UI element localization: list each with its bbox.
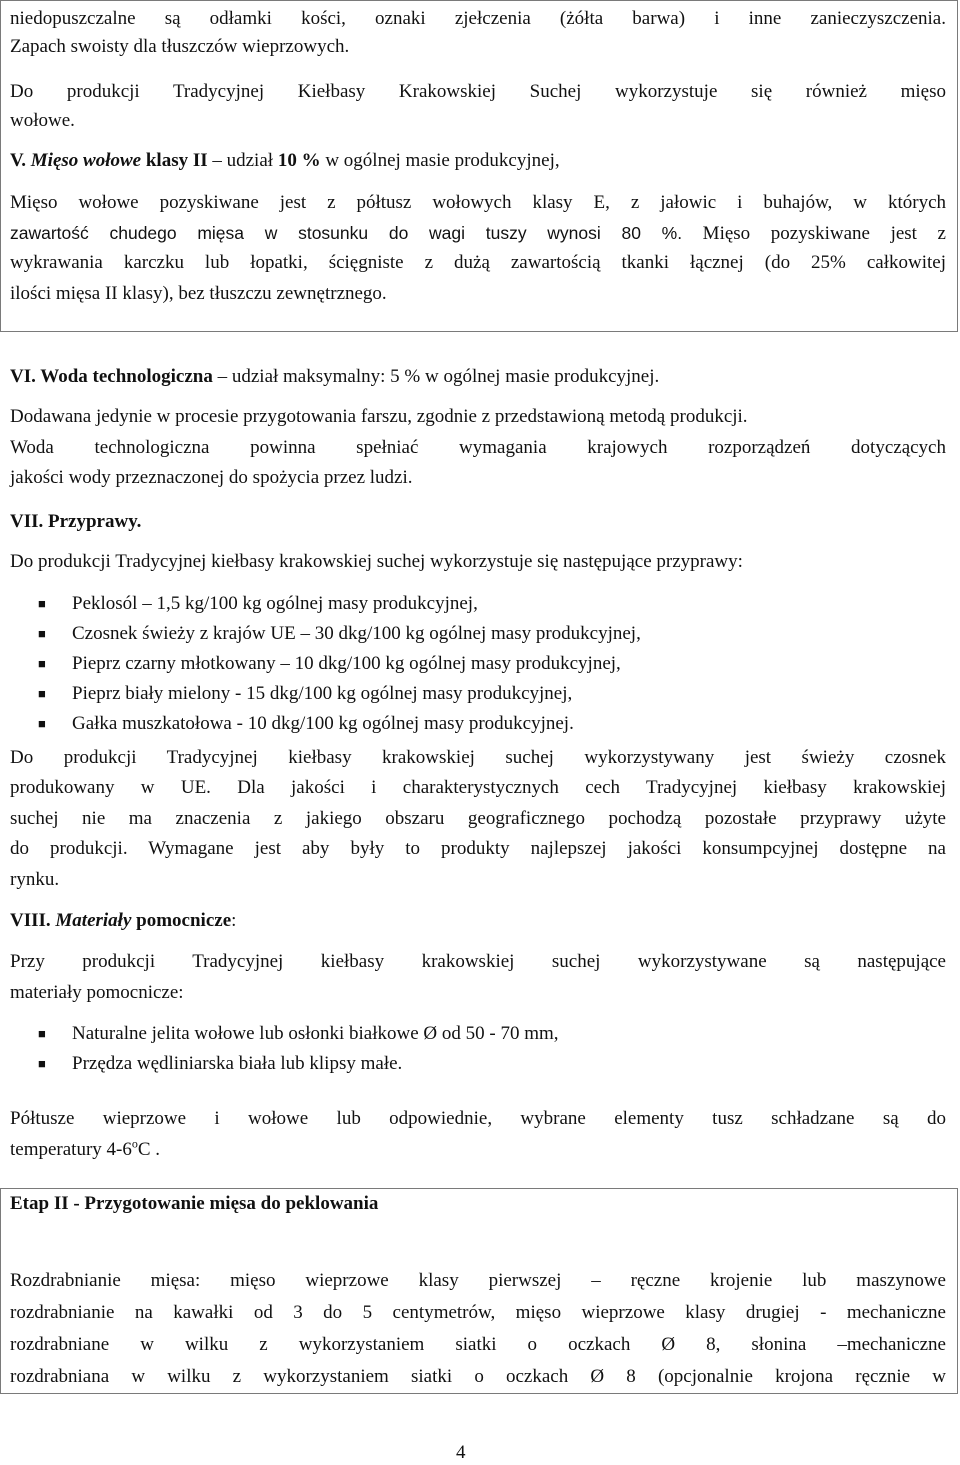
text-line: rozdrabnianie na kawałki od 3 do 5 centymetrów, mięso wieprzowe klasy drugiej - mechaniczne <box>10 1302 946 1323</box>
text-line: Do produkcji Tradycyjnej Kiełbasy Krakowskiej Suchej wykorzystuje się również mięso <box>10 81 946 102</box>
text-line: Przy produkcji Tradycyjnej kiełbasy krakowskiej suchej wykorzystywane są następujące <box>10 951 946 972</box>
page-number: 4 <box>456 1442 466 1463</box>
bullet-icon: ■ <box>38 626 46 641</box>
text-line: Półtusze wieprzowe i wołowe lub odpowiednie, wybrane elementy tusz schładzane są do <box>10 1108 946 1129</box>
text-line: materiały pomocnicze: <box>10 982 184 1003</box>
bullet-icon: ■ <box>38 656 46 671</box>
bullet-icon: ■ <box>38 716 46 731</box>
text-line: Do produkcji Tradycyjnej kiełbasy krakowskiej suchej wykorzystuje się następujące przyprawy: <box>10 551 743 572</box>
text-line: rozdrabniane w wilku z wykorzystaniem siatki o oczkach Ø 8, słonina –mechaniczne <box>10 1334 946 1355</box>
bullet-icon: ■ <box>38 1026 46 1041</box>
list-item: Pieprz biały mielony - 15 dkg/100 kg ogólnej masy produkcyjnej, <box>72 683 573 704</box>
text-line: wykrawania karczku lub łopatki, ścięgniste z dużą zawartością tkanki łącznej (do 25% całkowitej <box>10 252 946 273</box>
text-line: Mięso wołowe pozyskiwane jest z półtusz wołowych klasy E, z jałowic i buhajów, w których <box>10 192 946 213</box>
text-line: rynku. <box>10 869 60 890</box>
bullet-icon: ■ <box>38 1056 46 1071</box>
text-line: suchej nie ma znaczenia z jakiego obszaru geograficznego pochodzą pozostałe przyprawy użyte <box>10 808 946 829</box>
text-line: Dodawana jedynie w procesie przygotowania farszu, zgodnie z przedstawioną metodą produkcji. <box>10 406 748 427</box>
list-item: Naturalne jelita wołowe lub osłonki białkowe Ø od 50 - 70 mm, <box>72 1023 559 1044</box>
section-heading-viii: VIII. Materiały pomocnicze: <box>10 910 237 931</box>
text-line: rozdrabniana w wilku z wykorzystaniem siatki o oczkach Ø 8 (opcjonalnie krojona ręcznie w <box>10 1366 946 1387</box>
text-line: produkowany w UE. Dla jakości i charakterystycznych cech Tradycyjnej kiełbasy krakowskiej <box>10 777 946 798</box>
list-item: Gałka muszkatołowa - 10 dkg/100 kg ogólnej masy produkcyjnej. <box>72 713 574 734</box>
text-line: niedopuszczalne są odłamki kości, oznaki zjełczenia (żółta barwa) i inne zanieczyszczenia. <box>10 8 946 29</box>
bullet-icon: ■ <box>38 596 46 611</box>
section-heading-vi: VI. Woda technologiczna – udział maksymalny: 5 % w ogólnej masie produkcyjnej. <box>10 366 660 387</box>
text-line: wołowe. <box>10 110 75 131</box>
text-line: do produkcji. Wymagane jest aby były to produkty najlepszej jakości konsumpcyjnej dostępne na <box>10 838 946 859</box>
text-line: Woda technologiczna powinna spełniać wymagania krajowych rozporządzeń dotyczących <box>10 437 946 458</box>
bullet-icon: ■ <box>38 686 46 701</box>
list-item: Pieprz czarny młotkowany – 10 dkg/100 kg ogólnej masy produkcyjnej, <box>72 653 621 674</box>
section-heading-etap: Etap II - Przygotowanie mięsa do peklowania <box>10 1193 379 1214</box>
text-line: Zapach swoisty dla tłuszczów wieprzowych. <box>10 36 350 57</box>
text-line: Do produkcji Tradycyjnej kiełbasy krakowskiej suchej wykorzystywany jest świeży czosnek <box>10 747 946 768</box>
section-heading-v: V. Mięso wołowe klasy II – udział 10 % w ogólnej masie produkcyjnej, <box>10 150 560 171</box>
text-line: ilości mięsa II klasy), bez tłuszczu zewnętrznego. <box>10 283 387 304</box>
list-item: Peklosól – 1,5 kg/100 kg ogólnej masy produkcyjnej, <box>72 593 478 614</box>
text-line: jakości wody przeznaczonej do spożycia przez ludzi. <box>10 467 413 488</box>
text-line: zawartość chudego mięsa w stosunku do wagi tuszy wynosi 80 %. Mięso pozyskiwane jest z <box>10 223 946 244</box>
list-item: Czosnek świeży z krajów UE – 30 dkg/100 kg ogólnej masy produkcyjnej, <box>72 623 641 644</box>
section-heading-vii: VII. Przyprawy. <box>10 511 142 532</box>
text-line: temperatury 4-6$^o$C . <box>10 1136 161 1160</box>
list-item: Przędza wędliniarska biała lub klipsy małe. <box>72 1053 403 1074</box>
text-line: Rozdrabnianie mięsa: mięso wieprzowe klasy pierwszej – ręczne krojenie lub maszynowe <box>10 1270 946 1291</box>
